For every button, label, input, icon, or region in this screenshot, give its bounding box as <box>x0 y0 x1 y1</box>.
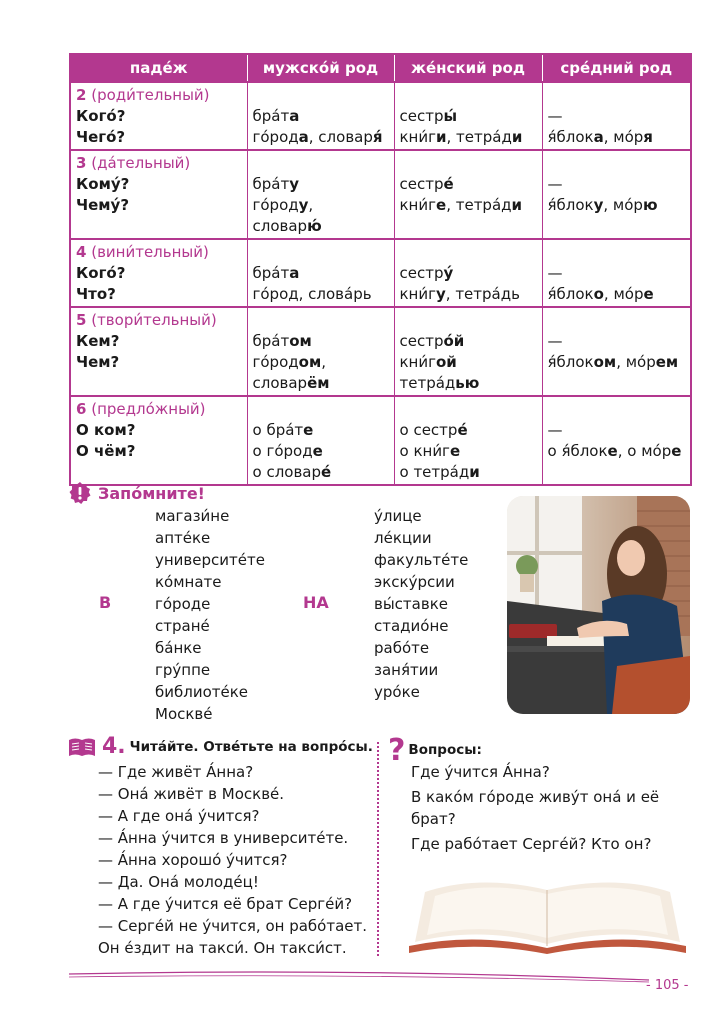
case-heading <box>76 85 241 106</box>
question-item: Где ýчится А́нна? <box>411 763 550 781</box>
open-book-icon <box>68 737 96 757</box>
case-number: 5 <box>76 311 87 329</box>
word-form <box>548 284 685 305</box>
word-form <box>548 174 685 195</box>
stem: о гóрод <box>252 442 313 460</box>
question-item: В какóм гóроде живýт онá и её брат? <box>411 788 660 828</box>
preposition-v: В <box>99 593 112 612</box>
table-header-row <box>70 54 691 82</box>
word-form <box>400 441 536 462</box>
word-form <box>400 331 536 352</box>
stem: , о мóр <box>617 442 672 460</box>
table-row <box>70 396 691 485</box>
questions-title: Вопросы: <box>408 742 482 758</box>
stem: брáт <box>252 264 290 282</box>
word-form <box>548 352 685 373</box>
girl-studying-photo <box>507 496 690 714</box>
word-form <box>400 373 536 394</box>
case-question: Когó? <box>76 264 126 282</box>
case-number: 2 <box>76 86 87 104</box>
word-form <box>253 174 388 195</box>
fem-cell <box>394 150 542 239</box>
case-name: (дáтельный) <box>91 154 191 172</box>
stem: брáт <box>252 175 290 193</box>
ending: ем <box>655 353 679 371</box>
ending: ю́ <box>307 217 322 235</box>
fem-cell <box>394 239 542 307</box>
ending: ём <box>307 374 330 392</box>
preposition-na: НА <box>303 593 329 612</box>
cell-spacer <box>400 399 536 420</box>
dialog-line: Он éздит на такси́. Он такси́ст. <box>98 939 347 957</box>
header-feminine: жéнский род <box>394 54 542 82</box>
cell-spacer <box>253 310 388 331</box>
stem: кни́г <box>399 285 436 303</box>
ending: е <box>449 442 461 460</box>
masc-cell <box>247 396 394 485</box>
ending: ом <box>289 332 312 350</box>
exercise-number: 4. <box>102 734 126 759</box>
word-form <box>548 420 685 441</box>
dialog-line: — А где ýчится её брат Сергéй? <box>98 895 353 913</box>
ending: е <box>436 196 447 214</box>
dialog-line: — Где живёт А́нна? <box>98 763 254 781</box>
stem: о я́блок <box>547 442 608 460</box>
case-number: 6 <box>76 400 87 418</box>
neut-cell <box>542 82 691 150</box>
stem: гóрод <box>252 128 299 146</box>
case-table <box>69 53 692 486</box>
stem: гóрод <box>252 196 299 214</box>
ending: я <box>643 128 653 146</box>
word-form <box>400 106 536 127</box>
case-question: Комý? <box>76 175 130 193</box>
stem: о словар <box>252 463 322 481</box>
case-name: (роди́тельный) <box>91 86 210 104</box>
word-form <box>253 216 388 237</box>
word-form <box>400 284 536 305</box>
na-word: ýлице <box>374 507 422 525</box>
ending: а <box>593 128 604 146</box>
stem: о брáт <box>252 421 304 439</box>
stem: о сестр <box>399 421 458 439</box>
v-word-list <box>155 505 265 725</box>
cell-spacer <box>253 242 388 263</box>
case-question: Что? <box>76 285 116 303</box>
na-word: вы́ставке <box>374 595 448 613</box>
stem: , <box>321 353 326 371</box>
word-form <box>548 441 685 462</box>
case-number: 4 <box>76 243 87 261</box>
ending: а <box>289 264 300 282</box>
cell-spacer <box>548 399 685 420</box>
stem: — <box>547 264 563 282</box>
na-word: экскýрсии <box>374 573 455 591</box>
table-row <box>70 150 691 239</box>
case-cell <box>70 150 247 239</box>
v-word: аптéке <box>155 529 211 547</box>
word-form <box>253 331 388 352</box>
stem: я́блок <box>547 285 594 303</box>
ending: ом <box>298 353 322 371</box>
masc-cell <box>247 307 394 396</box>
stem: сестр <box>399 107 444 125</box>
stem: кни́г <box>399 196 436 214</box>
stem: брáт <box>252 107 290 125</box>
ending: é <box>457 421 468 439</box>
cell-spacer <box>548 85 685 106</box>
ending: ой <box>436 353 457 371</box>
table-row <box>70 307 691 396</box>
v-word: странé <box>155 617 210 635</box>
dialog-line: — Онá живёт в Москвé. <box>98 785 285 803</box>
dialog-line: — Сергéй не ýчится, он рабóтает. <box>98 917 368 935</box>
open-book-illustration <box>405 880 690 959</box>
v-word: библиотéке <box>155 683 249 701</box>
ending: ý <box>443 264 454 282</box>
cell-spacer <box>400 242 536 263</box>
exclamation-badge-icon <box>68 481 92 505</box>
word-form <box>253 195 388 216</box>
case-question: О ком? <box>76 421 136 439</box>
masc-cell <box>247 82 394 150</box>
case-name: (твори́тельный) <box>91 311 217 329</box>
word-form <box>400 127 536 148</box>
table-row <box>70 239 691 307</box>
case-question: Кем? <box>76 332 120 350</box>
question-mark-icon: ? <box>388 733 406 768</box>
ending: é <box>321 463 332 481</box>
ending: я́ <box>372 128 383 146</box>
footer-decoration <box>69 970 649 984</box>
stem: , тетрáд <box>446 196 512 214</box>
header-neuter: срéдний род <box>542 54 691 82</box>
page-number: - 105 - <box>646 978 689 993</box>
stem: , мóр <box>603 196 643 214</box>
stem: я́блок <box>547 196 594 214</box>
word-form <box>253 127 388 148</box>
na-word: стадиóне <box>374 617 449 635</box>
word-form <box>253 373 388 394</box>
word-form <box>548 331 685 352</box>
ending: ю <box>642 196 658 214</box>
ending: е <box>312 442 323 460</box>
fem-cell <box>394 396 542 485</box>
ending: ом <box>593 353 617 371</box>
ending: у <box>593 196 604 214</box>
case-heading <box>76 310 241 331</box>
word-form <box>400 352 536 373</box>
word-form <box>548 195 685 216</box>
case-heading <box>76 399 241 420</box>
na-word: заня́тии <box>374 661 439 679</box>
ending: у <box>298 196 309 214</box>
stem: — <box>547 107 563 125</box>
v-word: гóроде <box>155 595 211 613</box>
ending: и <box>511 196 523 214</box>
cell-spacer <box>253 153 388 174</box>
ending: е <box>607 442 618 460</box>
stem: о кни́г <box>399 442 450 460</box>
v-word: грýппе <box>155 661 211 679</box>
ending: и <box>511 128 523 146</box>
cell-spacer <box>548 310 685 331</box>
ending: ью <box>455 374 480 392</box>
case-cell <box>70 396 247 485</box>
ending: у <box>289 175 299 193</box>
stem: , <box>308 196 314 214</box>
word-form <box>253 420 388 441</box>
dialog-text <box>98 761 367 959</box>
column-divider <box>377 742 379 956</box>
ending: óй <box>443 332 465 350</box>
stem: я́блок <box>547 353 594 371</box>
ending: а <box>289 107 300 125</box>
stem: сестр <box>399 332 444 350</box>
case-question: Чем? <box>76 353 120 371</box>
stem: — <box>547 175 563 193</box>
header-case: падéж <box>70 54 247 82</box>
case-cell <box>70 239 247 307</box>
stem: — <box>547 332 563 350</box>
na-word-list <box>374 505 468 703</box>
cell-spacer <box>253 85 388 106</box>
case-number: 3 <box>76 154 87 172</box>
word-form <box>400 195 536 216</box>
neut-cell <box>542 239 691 307</box>
ending: о <box>593 285 604 303</box>
case-question: О чём? <box>76 442 136 460</box>
ending: é <box>443 175 454 193</box>
v-word: университéте <box>155 551 265 569</box>
stem: , тетрáд <box>446 128 512 146</box>
stem: сестр <box>399 264 444 282</box>
word-form <box>253 462 388 483</box>
fem-cell <box>394 82 542 150</box>
v-word: кóмнате <box>155 573 222 591</box>
v-word: магази́не <box>155 507 230 525</box>
masc-cell <box>247 239 394 307</box>
cell-spacer <box>548 242 685 263</box>
fem-cell <box>394 307 542 396</box>
case-heading <box>76 153 241 174</box>
word-form <box>253 441 388 462</box>
word-form <box>253 106 388 127</box>
word-form <box>253 284 388 305</box>
cell-spacer <box>253 399 388 420</box>
questions-list <box>411 761 691 858</box>
ending: е <box>643 285 654 303</box>
remember-heading <box>68 481 205 505</box>
stem: , мóр <box>603 128 644 146</box>
ending: и <box>469 463 480 481</box>
stem: словар <box>252 374 308 392</box>
exercise-heading <box>68 734 373 759</box>
na-word: рабóте <box>374 639 430 657</box>
table-row <box>70 82 691 150</box>
word-form <box>548 127 685 148</box>
neut-cell <box>542 150 691 239</box>
stem: , тетрáдь <box>445 285 520 303</box>
stem: , словар <box>308 128 373 146</box>
stem: словар <box>252 217 308 235</box>
word-form <box>253 263 388 284</box>
case-question: Чегó? <box>76 128 126 146</box>
case-cell <box>70 82 247 150</box>
stem: я́блок <box>547 128 594 146</box>
header-masculine: мужскóй род <box>247 54 394 82</box>
dialog-line: — А́нна ýчится в университéте. <box>98 829 349 847</box>
stem: , мóр <box>603 285 644 303</box>
stem: кни́г <box>399 128 436 146</box>
neut-cell <box>542 307 691 396</box>
word-form <box>548 263 685 284</box>
case-name: (предлóжный) <box>91 400 206 418</box>
stem: сестр <box>399 175 444 193</box>
case-question: Чемý? <box>76 196 130 214</box>
dialog-line: — Да. Онá молодéц! <box>98 873 259 891</box>
cell-spacer <box>400 310 536 331</box>
v-word: Москвé <box>155 705 213 723</box>
na-word: факультéте <box>374 551 469 569</box>
v-word: бáнке <box>155 639 202 657</box>
question-item: Где рабóтает Сергéй? Кто он? <box>411 835 652 853</box>
na-word: урóке <box>374 683 420 701</box>
case-question: Когó? <box>76 107 126 125</box>
case-heading <box>76 242 241 263</box>
stem: гóрод <box>252 353 299 371</box>
remember-title: Запóмните! <box>98 483 205 503</box>
dialog-line: — А́нна хорошó ýчится? <box>98 851 288 869</box>
word-form <box>400 462 536 483</box>
stem: — <box>547 421 563 439</box>
case-cell <box>70 307 247 396</box>
stem: брáт <box>252 332 290 350</box>
cell-spacer <box>400 153 536 174</box>
stem: кни́г <box>399 353 436 371</box>
stem: , мóр <box>616 353 656 371</box>
neut-cell <box>542 396 691 485</box>
word-form <box>400 263 536 284</box>
word-form <box>548 106 685 127</box>
word-form <box>400 420 536 441</box>
ending: ы́ <box>443 107 458 125</box>
stem: тетрáд <box>399 374 456 392</box>
word-form <box>253 352 388 373</box>
cell-spacer <box>548 153 685 174</box>
word-form <box>400 174 536 195</box>
cell-spacer <box>400 85 536 106</box>
ending: а <box>298 128 309 146</box>
ending: и <box>436 128 447 146</box>
na-word: лéкции <box>374 529 432 547</box>
ending: у <box>436 285 446 303</box>
stem: гóрод, словáрь <box>252 285 372 303</box>
dialog-line: — А где онá ýчится? <box>98 807 260 825</box>
masc-cell <box>247 150 394 239</box>
ending: е <box>671 442 682 460</box>
exercise-title: Читáйте. Отвéтьте на вопрóсы. <box>129 738 373 755</box>
case-name: (вини́тельный) <box>91 243 209 261</box>
stem: о тетрáд <box>399 463 470 481</box>
ending: е <box>303 421 314 439</box>
